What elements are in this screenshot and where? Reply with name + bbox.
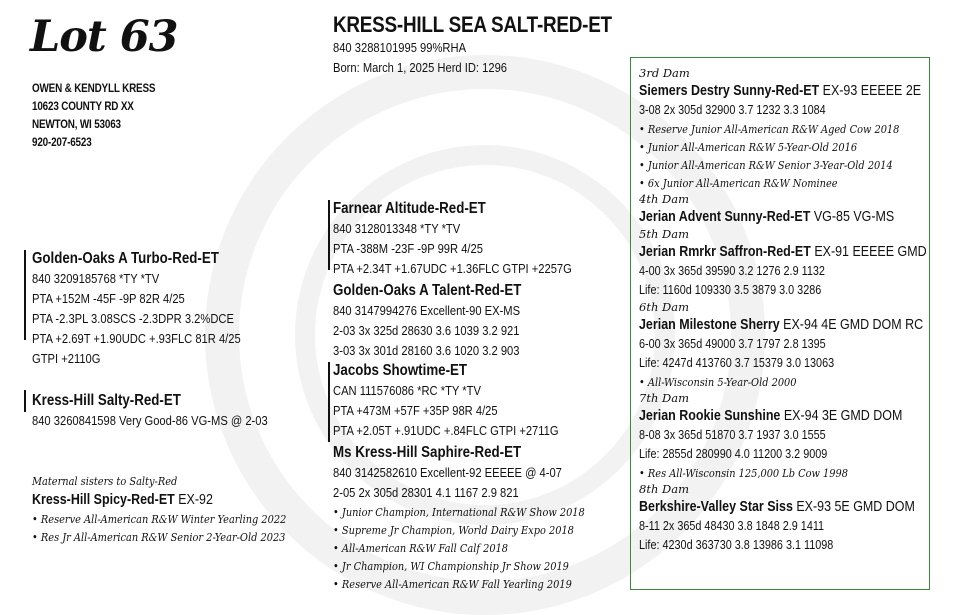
dam-dam-line: 840 3142582610 Excellent-92 EEEEE @ 4-07 [333, 465, 562, 480]
sire-line: GTPI +2110G [32, 351, 101, 366]
dam-suffix: VG-85 VG-MS [810, 209, 895, 225]
dam-8th [639, 482, 956, 555]
dam-suffix: EX-93 5E GMD DOM [792, 499, 915, 515]
dam-record: Life: 4247d 413760 3.7 15379 3.0 13063 [639, 356, 835, 370]
dam-dam-note: • Reserve All-American R&W Fall Yearling 2019 [333, 577, 572, 591]
dam-note: • All-Wisconsin 5-Year-Old 2000 [639, 375, 797, 389]
sire-sire-line: 840 3128013348 *TY *TV [333, 221, 461, 236]
animal-registration: 840 3288101995 99%RHA [333, 40, 467, 55]
dam-label: 8th Dam [639, 482, 689, 496]
dam-record: 4-00 3x 365d 39590 3.2 1276 2.9 1132 [639, 264, 825, 278]
dam-label: 7th Dam [639, 391, 689, 405]
lot-number: Lot 63 [30, 12, 178, 62]
dam-name [639, 406, 927, 426]
dam-suffix: EX-94 4E GMD DOM RC [779, 317, 924, 333]
dam-name-text: Jerian Rookie Sunshine [639, 408, 781, 424]
dam-sire-bracket [328, 362, 330, 442]
dam-name: Kress-Hill Salty-Red-ET [32, 392, 181, 409]
maternal-label: Maternal sisters to Salty-Red [32, 474, 178, 488]
sire-sire-block [333, 198, 611, 279]
dam-dam-note: • Jr Champion, WI Championship Jr Show 2019 [333, 559, 569, 573]
dam-name-text: Jerian Advent Sunny-Red-ET [639, 209, 811, 225]
dam-label: 5th Dam [639, 227, 689, 241]
sire-line: PTA -2.3PL 3.08SCS -2.3DPR 3.2%DCE [32, 311, 234, 326]
sire-line: PTA +152M -45F -9P 82R 4/25 [32, 291, 185, 306]
animal-header [333, 12, 657, 78]
dam-name-text: Berkshire-Valley Star Siss [639, 499, 793, 515]
dam-name [639, 81, 927, 101]
maternal-note: • Res Jr All-American R&W Senior 2-Year-Old 2023 [32, 530, 286, 544]
sire-dam-line: 2-03 3x 325d 28630 3.6 1039 3.2 921 [333, 323, 520, 338]
dam-label: 6th Dam [639, 300, 689, 314]
dam-5th [639, 227, 956, 300]
dam-sire-line: PTA +473M +57F +35P 98R 4/25 [333, 403, 498, 418]
maternal-name-text: Kress-Hill Spicy-Red-ET [32, 492, 175, 508]
dam-record: Life: 2855d 280990 4.0 11200 3.2 9009 [639, 447, 828, 461]
dam-name [639, 242, 927, 262]
dam-label: 3rd Dam [639, 66, 690, 80]
sire-dam-line: 840 3147994276 Excellent-90 EX-MS [333, 303, 521, 318]
dam-dam-name: Ms Kress-Hill Saphire-Red-ET [333, 444, 522, 461]
owner-address: 10623 COUNTY RD XX [32, 101, 134, 113]
dam-suffix: EX-93 EEEEE 2E [819, 83, 922, 99]
sire-dam-name: Golden-Oaks A Talent-Red-ET [333, 282, 522, 299]
owner-city: NEWTON, WI 53063 [32, 119, 121, 131]
dam-record: Life: 1160d 109330 3.5 3879 3.0 3286 [639, 283, 822, 297]
dam-label: 4th Dam [639, 192, 689, 206]
sire-dam-block [333, 280, 552, 361]
owner-phone: 920-207-6523 [32, 137, 92, 149]
dam-suffix: EX-94 3E GMD DOM [780, 408, 903, 424]
dam-record: 8-11 2x 365d 48430 3.8 1848 2.9 1411 [639, 519, 825, 533]
sire-dam-line: 3-03 3x 301d 28160 3.6 1020 3.2 903 [333, 343, 520, 358]
dam-sire-name: Jacobs Showtime-ET [333, 362, 468, 379]
dam-dam-block [333, 442, 626, 593]
sire-name: Golden-Oaks A Turbo-Red-ET [32, 250, 219, 267]
owner-name: OWEN & KENDYLL KRESS [32, 83, 156, 95]
dam-note: • Junior All-American R&W Senior 3-Year-Old 2014 [639, 158, 893, 172]
animal-born: Born: March 1, 2025 Herd ID: 1296 [333, 60, 508, 75]
sire-block [32, 248, 275, 369]
dam-6th [639, 300, 956, 391]
dam-dam-note: • All-American R&W Fall Calf 2018 [333, 541, 509, 555]
dam-dam-note: • Supreme Jr Champion, World Dairy Expo 2018 [333, 523, 574, 537]
owner-block [32, 80, 175, 152]
sire-sire-line: PTA -388M -23F -9P 99R 4/25 [333, 241, 483, 256]
maternal-name-suffix: EX-92 [174, 492, 213, 508]
sire-line: 840 3209185768 *TY *TV [32, 271, 160, 286]
dam-line-list [639, 66, 956, 555]
dam-name-text: Siemers Destry Sunny-Red-ET [639, 83, 820, 99]
dam-sire-line: CAN 111576086 *RC *TY *TV [333, 383, 481, 398]
dam-4th [639, 192, 956, 227]
dam-suffix: EX-91 EEEEE GMD [810, 244, 927, 260]
dam-dam-line: 2-05 2x 305d 28301 4.1 1167 2.9 821 [333, 485, 519, 500]
dam-sire-line: PTA +2.05T +.91UDC +.84FLC GTPI +2711G [333, 423, 559, 438]
dam-name [639, 497, 927, 517]
dam-3rd [639, 66, 956, 192]
dam-record: Life: 4230d 363730 3.8 13986 3.1 11098 [639, 538, 834, 552]
dam-name-text: Jerian Milestone Sherry [639, 317, 780, 333]
dam-note: • Reserve Junior All-American R&W Aged Cow 2018 [639, 122, 900, 136]
dam-name-text: Jerian Rmrkr Saffron-Red-ET [639, 244, 811, 260]
dam-record: 6-00 3x 365d 49000 3.7 1797 2.8 1395 [639, 337, 826, 351]
dam-7th [639, 391, 956, 482]
sire-line: PTA +2.69T +1.90UDC +.93FLC 81R 4/25 [32, 331, 241, 346]
dam-note: • 6x Junior All-American R&W Nominee [639, 176, 838, 190]
animal-name: KRESS-HILL SEA SALT-RED-ET [333, 12, 612, 37]
maternal-name [32, 490, 286, 510]
dam-bracket [24, 390, 26, 412]
dam-name [639, 315, 927, 335]
sire-sire-name: Farnear Altitude-Red-ET [333, 200, 486, 217]
maternal-sisters [32, 472, 328, 546]
dam-record: 8-08 3x 365d 51870 3.7 1937 3.0 1555 [639, 428, 826, 442]
dam-sire-block [333, 360, 595, 441]
maternal-note: • Reserve All-American R&W Winter Yearling 2022 [32, 512, 287, 526]
dam-dam-note: • Junior Champion, International R&W Show 2018 [333, 505, 585, 519]
dam-block [32, 390, 306, 431]
dam-record: 3-08 2x 305d 32900 3.7 1232 3.3 1084 [639, 103, 826, 117]
sire-sire-line: PTA +2.34T +1.67UDC +1.36FLC GTPI +2257G [333, 261, 572, 276]
sire-sire-bracket [328, 200, 330, 270]
dam-note: • Res All-Wisconsin 125,000 Lb Cow 1998 [639, 466, 848, 480]
dam-line: 840 3260841598 Very Good-86 VG-MS @ 2-03 [32, 413, 268, 428]
dam-name [639, 207, 927, 227]
dam-note: • Junior All-American R&W 5-Year-Old 2016 [639, 140, 858, 154]
sire-bracket [24, 250, 26, 340]
